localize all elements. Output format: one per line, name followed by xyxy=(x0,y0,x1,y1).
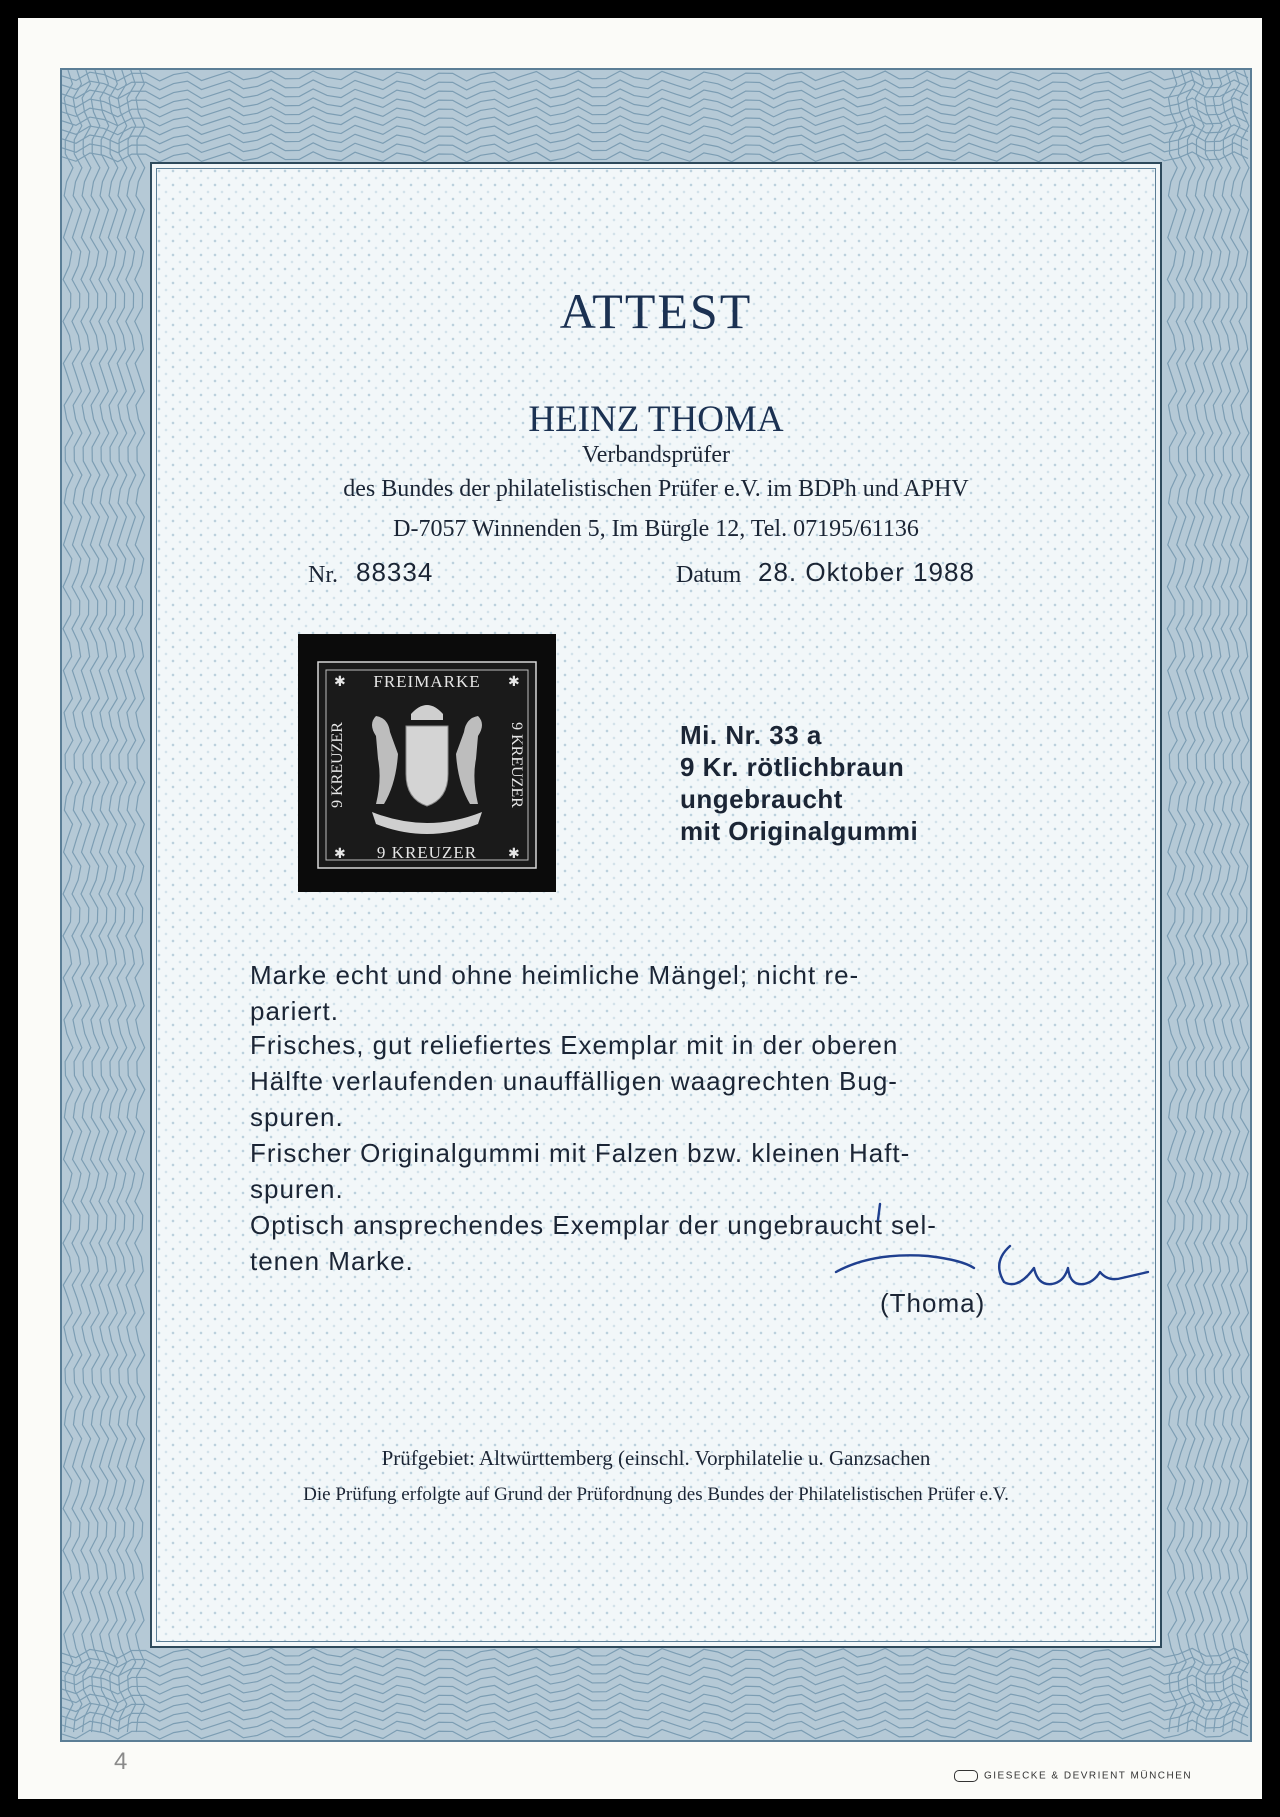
stamp-left-label: 9 KREUZER xyxy=(329,722,346,808)
handwritten-signature xyxy=(832,1198,1162,1298)
description-line: 9 Kr. rötlichbraun xyxy=(680,752,905,782)
printer-logo-icon xyxy=(954,1770,978,1782)
printer-name: GIESECKE & DEVRIENT MÜNCHEN xyxy=(984,1770,1193,1782)
stamp-bottom-label: 9 KREUZER xyxy=(376,843,478,862)
stamp-top-label: FREIMARKE xyxy=(373,672,481,691)
stamp-image xyxy=(298,634,556,892)
stamp-photo xyxy=(298,634,556,892)
svg-text:✱: ✱ xyxy=(508,675,520,690)
examiner-name: HEINZ THOMA xyxy=(528,399,784,440)
stamp-right-label: 9 KREUZER xyxy=(508,722,525,808)
svg-text:✱: ✱ xyxy=(334,675,346,690)
description-line: mit Originalgummi xyxy=(680,816,919,846)
assessment-line: Optisch ansprechendes Exemplar der ungebraucht sel- xyxy=(250,1210,937,1240)
assessment-line: spuren. xyxy=(250,1102,344,1132)
assessment-line: Marke echt und ohne heimliche Mängel; nicht re- xyxy=(250,960,860,990)
certificate-number: 88334 xyxy=(356,557,434,587)
printer-imprint xyxy=(954,1770,1192,1782)
svg-text:✱: ✱ xyxy=(508,847,520,862)
guilloche-border xyxy=(60,68,1252,1742)
assessment-line: pariert. xyxy=(250,996,339,1026)
signature-name: (Thoma) xyxy=(880,1288,986,1318)
description-line: ungebraucht xyxy=(680,784,843,814)
assessment-line: Frisches, gut reliefiertes Exemplar mit in der oberen xyxy=(250,1030,899,1060)
examiner-association: des Bundes der philatelistischen Prüfer e.V. im BDPh und APHV xyxy=(343,476,969,502)
certificate-title: ATTEST xyxy=(559,283,753,339)
assessment-line: Hälfte verlaufenden unauffälligen waagrechten Bug- xyxy=(250,1066,898,1096)
certificate-paper xyxy=(18,18,1262,1799)
svg-text:✱: ✱ xyxy=(334,847,346,862)
date-label: Datum xyxy=(676,562,742,588)
assessment-line: Frischer Originalgummi mit Falzen bzw. kleinen Haft- xyxy=(250,1138,911,1168)
certificate-date: 28. Oktober 1988 xyxy=(758,557,975,587)
certificate-panel xyxy=(150,162,1162,1648)
examiner-role: Verbandsprüfer xyxy=(582,442,730,468)
description-line: Mi. Nr. 33 a xyxy=(680,720,822,750)
assessment-line: tenen Marke. xyxy=(250,1246,414,1276)
pencil-mark: 4 xyxy=(114,1748,128,1775)
test-basis: Die Prüfung erfolgte auf Grund der Prüfordnung des Bundes der Philatelistischen Prüfer e.V. xyxy=(303,1484,1009,1505)
test-area: Prüfgebiet: Altwürttemberg (einschl. Vorphilatelie u. Ganzsachen xyxy=(381,1446,931,1470)
assessment-line: spuren. xyxy=(250,1174,344,1204)
examiner-address: D-7057 Winnenden 5, Im Bürgle 12, Tel. 07195/61136 xyxy=(393,516,919,542)
number-label: Nr. xyxy=(308,562,338,588)
